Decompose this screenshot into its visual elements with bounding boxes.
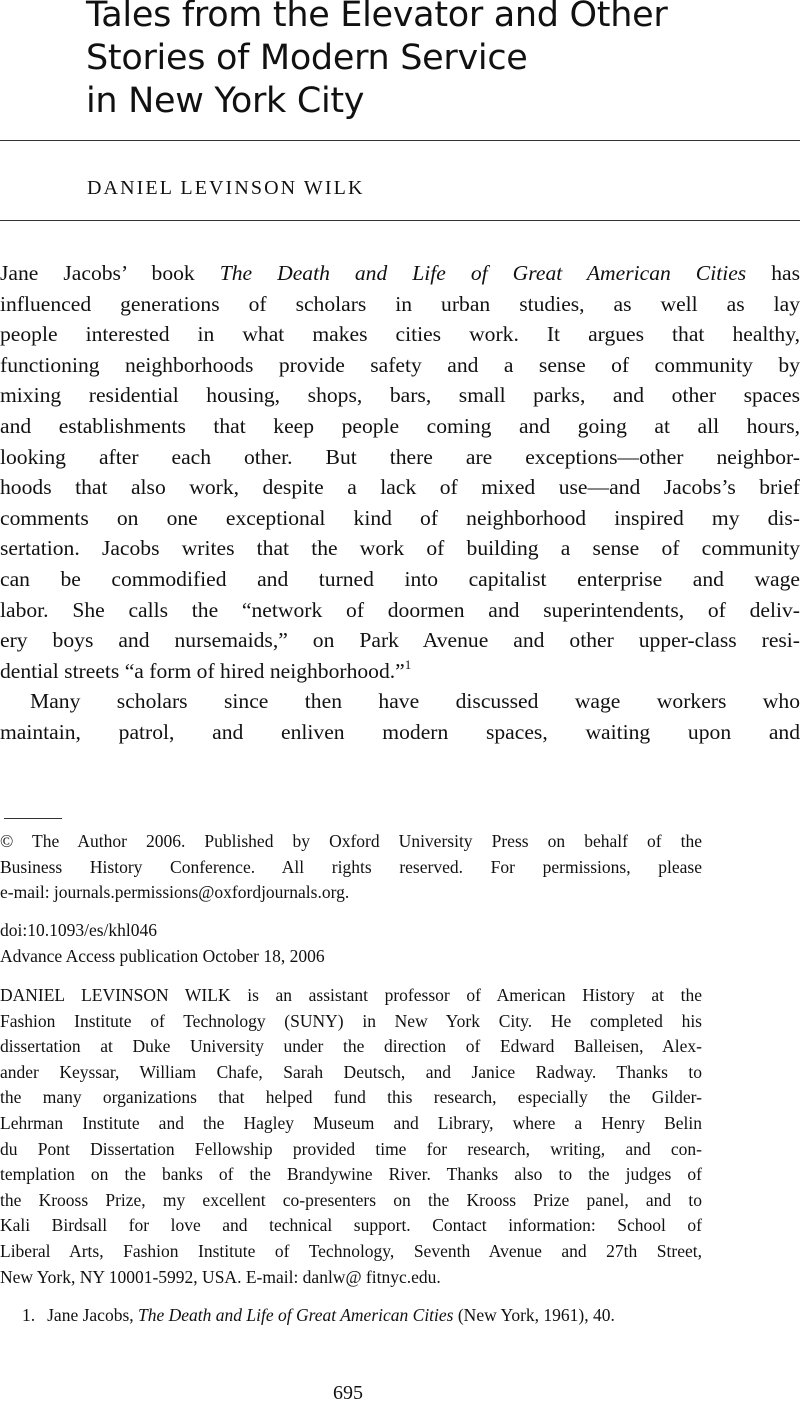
bio-line: ander Keyssar, William Chafe, Sarah Deutsch, and Janice Radway. Thanks to [0,1061,702,1082]
author-bio [0,983,702,1290]
body-line: Jane Jacobs’ book The Death and Life of Great American Cities has [0,261,800,285]
body-line: influenced generations of scholars in urban studies, as well as lay [0,291,800,316]
bio-line: Kali Birdsall for love and technical support. Contact information: School of [0,1215,702,1236]
copyright-line: Business History Conference. All rights reserved. For permissions, please [0,856,702,877]
footnote-1: 1. Jane Jacobs, The Death and Life of Great American Cities (New York, 1961), 40. [22,1305,615,1325]
bio-line: New York, NY 10001-5992, USA. E-mail: danlw@ fitnyc.edu. [0,1266,441,1287]
doi[interactable]: doi:10.1093/es/khl046 [0,920,158,940]
footnote-book-title: The Death and Life of Great American Cities [138,1305,454,1325]
body-line: people interested in what makes cities work. It argues that healthy, [0,322,800,347]
article-title [86,0,786,123]
publication-info [0,918,702,969]
bio-line: du Pont Dissertation Fellowship provided time for research, writing, and con- [0,1138,702,1159]
title-line: Stories of Modern Service [86,38,528,78]
bio-line: DANIEL LEVINSON WILK is an assistant professor of American History at the [0,985,702,1005]
book-title: The Death and Life of Great American Cities [219,261,747,285]
body-line: functioning neighborhoods provide safety and a sense of community by [0,352,800,377]
body-line: Many scholars since then have discussed wage workers who [30,689,800,714]
title-divider [0,140,800,141]
footnote-divider [4,818,62,819]
bio-line: dissertation at Duke University under the direction of Edward Balleisen, Alex- [0,1036,702,1057]
bio-line: the many organizations that helped fund this research, especially the Gilder- [0,1087,702,1108]
title-line: Tales from the Elevator and Other [86,0,668,35]
body-line: dential streets “a form of hired neighborhood.”$^1$ [0,656,412,683]
body-line: hoods that also work, despite a lack of mixed use—and Jacobs’s brief [0,475,800,500]
bio-line: Liberal Arts, Fashion Institute of Technology, Seventh Avenue and 27th Street, [0,1240,702,1261]
advance-access-date: Advance Access publication October 18, 2006 [0,945,325,966]
footnote-ref[interactable]: 1 [404,656,412,672]
footnote-number: 1. [22,1305,36,1325]
bio-line: Lehrman Institute and the Hagley Museum and Library, where a Henry Belin [0,1112,702,1133]
author-divider [0,220,800,221]
body-line: looking after each other. But there are exceptions—other neighbor- [0,444,800,469]
article-body [0,258,800,748]
body-line: ery boys and nursemaids,” on Park Avenue and other upper-class resi- [0,628,800,653]
copyright-notice [0,829,702,906]
bio-line: templation on the banks of the Brandywine River. Thanks also to the judges of [0,1164,702,1185]
body-line: mixing residential housing, shops, bars, small parks, and other spaces [0,383,800,408]
copyright-line: e-mail: journals.permissions@oxfordjournals.org. [0,882,350,903]
title-line: in New York City [86,81,365,121]
body-line: labor. She calls the “network of doormen and superintendents, of deliv- [0,597,800,622]
body-line: comments on one exceptional kind of neighborhood inspired my dis- [0,505,800,530]
page-number: 695 [333,1382,363,1404]
body-line: sertation. Jacobs writes that the work of building a sense of community [0,536,800,561]
body-line: and establishments that keep people coming and going at all hours, [0,413,800,438]
body-line: can be commodified and turned into capitalist enterprise and wage [0,566,800,591]
body-line: maintain, patrol, and enliven modern spaces, waiting upon and [0,719,800,744]
author-name: DANIEL LEVINSON WILK [87,177,365,199]
bio-line: Fashion Institute of Technology (SUNY) in New York City. He completed his [0,1010,702,1031]
copyright-line: © The Author 2006. Published by Oxford University Press on behalf of the [0,831,702,851]
bio-line: the Krooss Prize, my excellent co-presenters on the Krooss Prize panel, and to [0,1189,702,1210]
